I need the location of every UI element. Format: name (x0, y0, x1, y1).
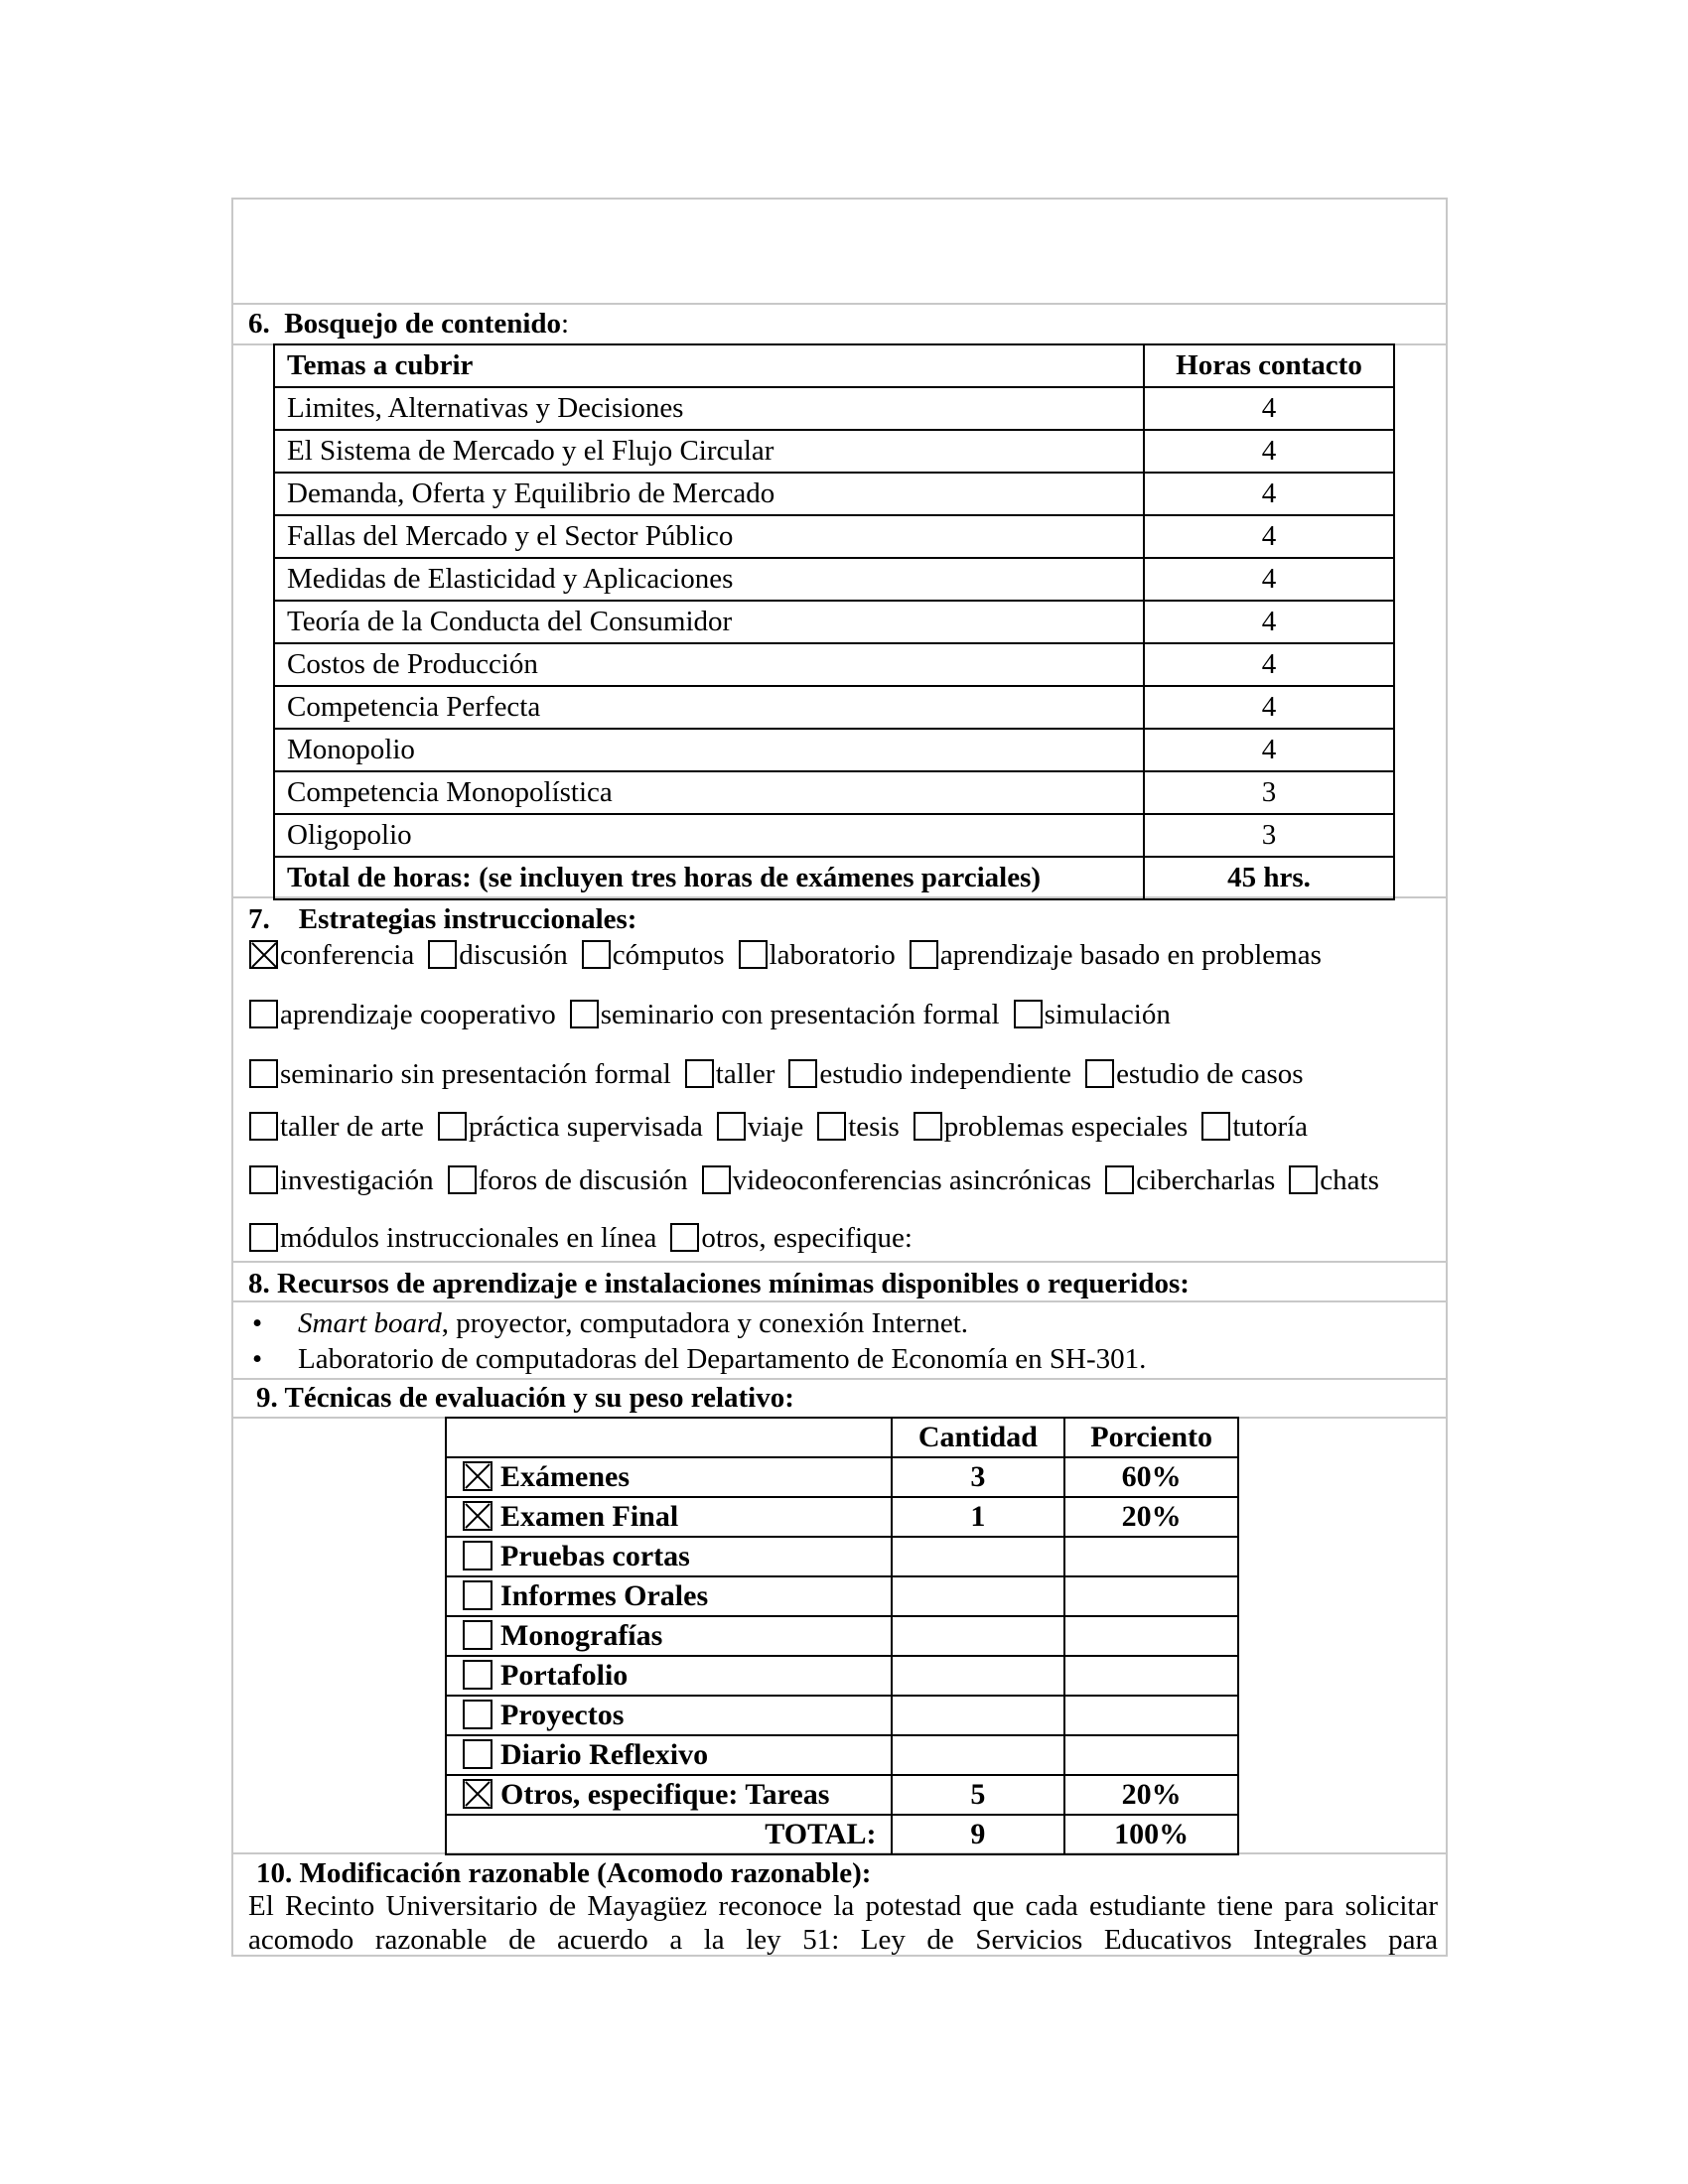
table-row (274, 771, 1394, 814)
technique-label: Portafolio (500, 1659, 629, 1692)
table-row (274, 473, 1394, 515)
table-row (274, 686, 1394, 729)
strategy-option[interactable] (582, 939, 725, 971)
checkbox[interactable] (438, 1112, 467, 1141)
strategy-option[interactable] (817, 1111, 900, 1143)
strategy-option[interactable] (249, 1111, 424, 1143)
strategy-label: chats (1320, 1164, 1379, 1196)
strategy-label: otros, especifique: (701, 1222, 913, 1254)
strategy-option[interactable] (717, 1111, 803, 1143)
strategy-option[interactable] (428, 939, 568, 971)
topic-cell: Limites, Alternativas y Decisiones (274, 387, 1144, 430)
strategy-label: conferencia (280, 939, 415, 971)
hours-cell: 4 (1144, 387, 1394, 430)
strategy-line (249, 1221, 926, 1256)
table-row (446, 1775, 1238, 1815)
total-label: TOTAL: (446, 1815, 892, 1854)
strategy-label: viaje (747, 1111, 804, 1143)
checkbox[interactable] (1201, 1112, 1230, 1141)
checkbox[interactable] (463, 1700, 492, 1729)
checked-checkbox[interactable] (249, 940, 278, 969)
table-row (446, 1537, 1238, 1576)
technique-label: Informes Orales (500, 1579, 709, 1612)
checkbox[interactable] (463, 1580, 492, 1610)
checkbox[interactable] (249, 1165, 278, 1194)
percent-cell (1064, 1735, 1238, 1775)
checkbox[interactable] (570, 1000, 599, 1028)
topic-cell: Medidas de Elasticidad y Aplicaciones (274, 558, 1144, 601)
table-row (446, 1457, 1238, 1497)
checkbox[interactable] (717, 1112, 746, 1141)
topic-cell: Competencia Perfecta (274, 686, 1144, 729)
section-6-number: 6. (248, 308, 270, 340)
strategy-option[interactable] (788, 1058, 1071, 1090)
hours-cell: 4 (1144, 473, 1394, 515)
total-quantity: 9 (892, 1815, 1065, 1854)
technique-cell (446, 1696, 892, 1735)
strategy-option[interactable] (702, 1164, 1092, 1196)
total-row (274, 857, 1394, 899)
checkbox[interactable] (249, 1059, 278, 1088)
column-header: Temas a cubrir (274, 344, 1144, 387)
topic-cell: Oligopolio (274, 814, 1144, 857)
strategy-line (249, 1163, 1393, 1198)
section-7-number: 7. (248, 903, 270, 935)
topic-cell: Fallas del Mercado y el Sector Público (274, 515, 1144, 558)
checkbox[interactable] (1085, 1059, 1114, 1088)
technique-cell (446, 1656, 892, 1696)
total-label: Total de horas: (se incluyen tres horas de exámenes parciales) (274, 857, 1144, 899)
total-percent: 100% (1064, 1815, 1238, 1854)
percent-cell (1064, 1576, 1238, 1616)
percent-cell (1064, 1537, 1238, 1576)
hours-cell: 3 (1144, 771, 1394, 814)
strategy-option[interactable] (1201, 1111, 1308, 1143)
quantity-cell (892, 1537, 1065, 1576)
strategy-label: aprendizaje cooperativo (280, 999, 556, 1030)
technique-label: Otros, especifique: Tareas (500, 1778, 830, 1811)
percent-cell: 20% (1064, 1497, 1238, 1537)
checkbox[interactable] (463, 1541, 492, 1570)
strategy-label: módulos instruccionales en línea (280, 1222, 657, 1254)
strategy-label: cibercharlas (1136, 1164, 1276, 1196)
checkbox[interactable] (1014, 1000, 1043, 1028)
checkbox[interactable] (702, 1165, 731, 1194)
checkbox[interactable] (788, 1059, 817, 1088)
topic-cell: Monopolio (274, 729, 1144, 771)
resource-text: , proyector, computadora y conexión Internet. (441, 1307, 969, 1339)
quantity-cell: 1 (892, 1497, 1065, 1537)
quantity-cell: 5 (892, 1775, 1065, 1815)
strategy-option[interactable] (1014, 999, 1171, 1030)
hours-cell: 4 (1144, 515, 1394, 558)
table-row (446, 1497, 1238, 1537)
technique-cell (446, 1457, 892, 1497)
technique-label: Pruebas cortas (500, 1540, 690, 1572)
strategy-option[interactable] (438, 1111, 703, 1143)
strategy-option[interactable] (910, 939, 1322, 971)
topic-cell: Costos de Producción (274, 643, 1144, 686)
checkbox[interactable] (249, 1223, 278, 1252)
percent-cell: 60% (1064, 1457, 1238, 1497)
checkbox[interactable] (249, 1000, 278, 1028)
resource-italic: Smart board (298, 1307, 442, 1339)
strategy-label: laboratorio (769, 939, 896, 971)
strategy-label: seminario sin presentación formal (280, 1058, 671, 1090)
checked-checkbox[interactable] (463, 1461, 492, 1491)
section-6-colon: : (561, 308, 570, 340)
strategy-option[interactable] (448, 1164, 688, 1196)
section-6-title: Bosquejo de contenido (284, 308, 562, 340)
strategy-option[interactable] (249, 1222, 656, 1254)
strategy-label: problemas especiales (943, 1111, 1189, 1143)
column-header: Cantidad (892, 1418, 1065, 1457)
table-row (446, 1616, 1238, 1656)
strategy-label: estudio independiente (819, 1058, 1072, 1090)
topic-cell: Demanda, Oferta y Equilibrio de Mercado (274, 473, 1144, 515)
content-outline-table (273, 343, 1395, 900)
quantity-cell: 3 (892, 1457, 1065, 1497)
table-row (274, 515, 1394, 558)
table-row (274, 601, 1394, 643)
technique-label: Proyectos (500, 1699, 625, 1731)
strategy-label: práctica supervisada (468, 1111, 703, 1143)
strategy-option[interactable] (914, 1111, 1189, 1143)
strategy-option[interactable] (249, 1164, 434, 1196)
section-10-paragraph: El Recinto Universitario de Mayagüez reconoce la potestad que cada estudiante tiene para solicitar acomodo razonable de acuerdo a la ley 51: Ley de Servicios Educativos Integrales para (248, 1890, 1438, 1956)
technique-cell (446, 1775, 892, 1815)
technique-cell (446, 1735, 892, 1775)
technique-cell (446, 1497, 892, 1537)
percent-cell (1064, 1616, 1238, 1656)
hours-cell: 4 (1144, 686, 1394, 729)
checkbox[interactable] (463, 1620, 492, 1650)
table-row (446, 1576, 1238, 1616)
technique-cell (446, 1616, 892, 1656)
strategy-label: investigación (280, 1164, 434, 1196)
list-item (298, 1305, 1146, 1341)
strategy-label: videoconferencias asincrónicas (732, 1164, 1092, 1196)
evaluation-table (445, 1417, 1239, 1855)
table-row (446, 1735, 1238, 1775)
quantity-cell (892, 1656, 1065, 1696)
checked-checkbox[interactable] (463, 1779, 492, 1809)
table-row (446, 1656, 1238, 1696)
percent-cell: 20% (1064, 1775, 1238, 1815)
list-item: • Laboratorio de computadoras del Departamento de Economía en SH-301. (298, 1341, 1146, 1377)
divider (231, 1261, 1448, 1263)
column-header (446, 1418, 892, 1457)
column-header: Horas contacto (1144, 344, 1394, 387)
hours-cell: 4 (1144, 643, 1394, 686)
strategy-option[interactable] (1085, 1058, 1303, 1090)
checkbox[interactable] (582, 940, 611, 969)
technique-label: Exámenes (500, 1460, 630, 1493)
table-header-row (446, 1418, 1238, 1457)
quantity-cell (892, 1616, 1065, 1656)
technique-label: Examen Final (500, 1500, 679, 1533)
technique-cell (446, 1537, 892, 1576)
strategy-label: tutoría (1232, 1111, 1309, 1143)
checkbox[interactable] (428, 940, 457, 969)
section-8-heading: 8. Recursos de aprendizaje e instalaciones mínimas disponibles o requeridos: (248, 1268, 1190, 1299)
strategy-label: estudio de casos (1116, 1058, 1304, 1090)
checkbox[interactable] (670, 1223, 699, 1252)
table-row (274, 430, 1394, 473)
total-hours: 45 hrs. (1144, 857, 1394, 899)
checkbox[interactable] (1105, 1165, 1134, 1194)
strategy-line (249, 1110, 1322, 1145)
table-row (274, 814, 1394, 857)
checkbox[interactable] (249, 1112, 278, 1141)
table-row (274, 387, 1394, 430)
section-7-heading (248, 902, 636, 937)
topic-cell: Competencia Monopolística (274, 771, 1144, 814)
technique-cell (446, 1576, 892, 1616)
strategy-label: tesis (848, 1111, 900, 1143)
checkbox[interactable] (914, 1112, 942, 1141)
divider (231, 303, 1448, 305)
strategy-label: seminario con presentación formal (600, 999, 1000, 1030)
table-row (274, 643, 1394, 686)
divider (231, 1378, 1448, 1380)
strategy-option[interactable] (1105, 1164, 1275, 1196)
checked-checkbox[interactable] (463, 1501, 492, 1531)
quantity-cell (892, 1696, 1065, 1735)
checkbox[interactable] (463, 1739, 492, 1769)
table-header-row (274, 344, 1394, 387)
technique-label: Monografías (500, 1619, 663, 1652)
strategy-option[interactable] (685, 1058, 775, 1090)
strategy-label: cómputos (612, 939, 725, 971)
checkbox[interactable] (685, 1059, 714, 1088)
checkbox[interactable] (1289, 1165, 1318, 1194)
resources-list (298, 1305, 1146, 1377)
hours-cell: 3 (1144, 814, 1394, 857)
hours-cell: 4 (1144, 430, 1394, 473)
strategy-option[interactable] (249, 939, 414, 971)
strategy-line (249, 998, 1185, 1032)
checkbox[interactable] (817, 1112, 846, 1141)
quantity-cell (892, 1735, 1065, 1775)
strategy-option[interactable] (249, 999, 556, 1030)
quantity-cell (892, 1576, 1065, 1616)
strategy-label: foros de discusión (478, 1164, 688, 1196)
checkbox[interactable] (739, 940, 768, 969)
strategy-label: discusión (459, 939, 568, 971)
section-6-heading (248, 307, 569, 341)
checkbox[interactable] (910, 940, 938, 969)
technique-label: Diario Reflexivo (500, 1738, 709, 1771)
strategy-option[interactable] (670, 1222, 913, 1254)
total-row (446, 1815, 1238, 1854)
table-row (274, 729, 1394, 771)
section-10-heading: 10. Modificación razonable (Acomodo razonable): (256, 1857, 872, 1889)
hours-cell: 4 (1144, 558, 1394, 601)
strategy-label: taller (715, 1058, 775, 1090)
strategy-option[interactable] (570, 999, 1000, 1030)
hours-cell: 4 (1144, 601, 1394, 643)
topic-cell: El Sistema de Mercado y el Flujo Circular (274, 430, 1144, 473)
topic-cell: Teoría de la Conducta del Consumidor (274, 601, 1144, 643)
strategy-line (249, 1057, 1318, 1092)
checkbox[interactable] (448, 1165, 477, 1194)
strategy-option[interactable] (1289, 1164, 1379, 1196)
table-row (446, 1696, 1238, 1735)
strategy-option[interactable] (739, 939, 896, 971)
strategy-label: taller de arte (280, 1111, 424, 1143)
percent-cell (1064, 1656, 1238, 1696)
section-9-heading: 9. Técnicas de evaluación y su peso relativo: (256, 1382, 794, 1414)
strategy-line (249, 938, 1336, 973)
strategy-label: simulación (1044, 999, 1171, 1030)
percent-cell (1064, 1696, 1238, 1735)
strategy-option[interactable] (249, 1058, 671, 1090)
checkbox[interactable] (463, 1660, 492, 1690)
section-7-title: Estrategias instruccionales: (298, 903, 637, 935)
column-header: Porciento (1064, 1418, 1238, 1457)
strategy-label: aprendizaje basado en problemas (939, 939, 1322, 971)
hours-cell: 4 (1144, 729, 1394, 771)
table-row (274, 558, 1394, 601)
